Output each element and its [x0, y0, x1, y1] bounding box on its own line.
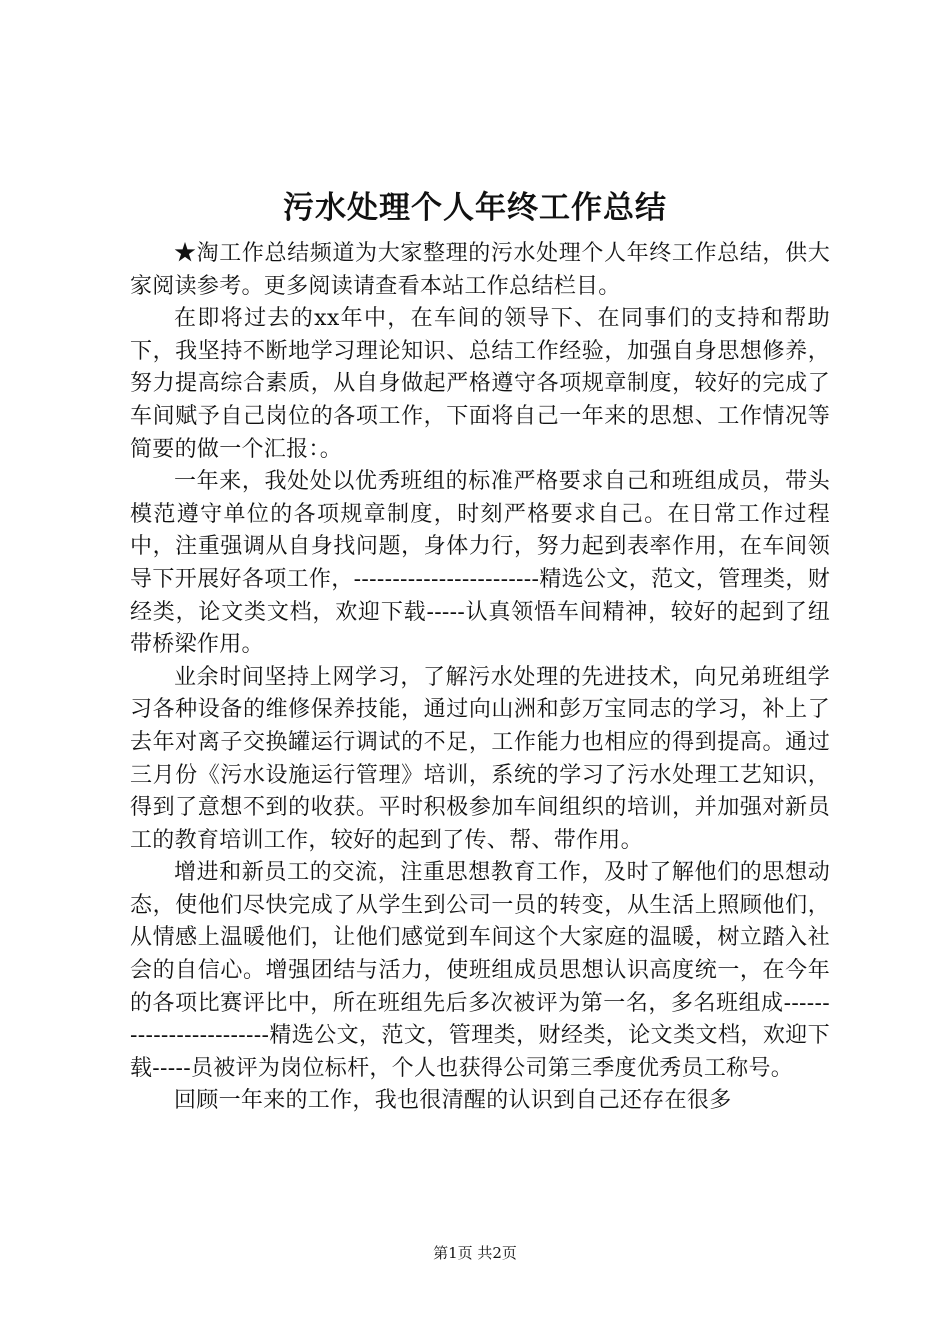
document-body [130, 238, 830, 1118]
paragraph-learning: 业余时间坚持上网学习，了解污水处理的先进技术，向兄弟班组学习各种设备的维修保养技能，通过向山洲和彭万宝同志的学习，补上了去年对离子交换罐运行调试的不足，工作能力也相应的得到提高。通过三月份《污水设施运行管理》培训，系统的学习了污水处理工艺知识，得到了意想不到的收获。平时积极参加车间组织的培训，并加强对新员工的教育培训工作，较好的起到了传、帮、带作用。 [130, 664, 830, 853]
page-footer: 第1页 共2页 [433, 1244, 517, 1262]
document-title: 污水处理个人年终工作总结 [283, 190, 667, 226]
paragraph-mentoring: 增进和新员工的交流，注重思想教育工作，及时了解他们的思想动态，使他们尽快完成了从学生到公司一员的转变，从生活上照顾他们，从情感上温暖他们，让他们感觉到车间这个大家庭的温暖，树立踏入社会的自信心。增强团结与活力，使班组成员思想认识高度统一，在今年的各项比赛评比中，所在班组先后多次被评为第一名，多名班组成------------------------精选公文，范文，管理类，财经类，论文类文档，欢迎下载-----员被评为岗位标杆，个人也获得公司第三季度优秀员工称号。 [130, 860, 830, 1081]
paragraph-review: 回顾一年来的工作，我也很清醒的认识到自己还存在很多 [174, 1088, 732, 1114]
paragraph-intro: ★淘工作总结频道为大家整理的污水处理个人年终工作总结，供大家阅读参考。更多阅读请查看本站工作总结栏目。 [130, 241, 830, 299]
paragraph-overview: 在即将过去的xx年中，在车间的领导下、在同事们的支持和帮助下，我坚持不断地学习理论知识、总结工作经验，加强自身思想修养，努力提高综合素质，从自身做起严格遵守各项规章制度，较好的完成了车间赋予自己岗位的各项工作，下面将自己一年来的思想、工作情况等简要的做一个汇报：。 [130, 306, 830, 462]
paragraph-leadership: 一年来，我处处以优秀班组的标准严格要求自己和班组成员，带头模范遵守单位的各项规章制度，时刻严格要求自己。在日常工作过程中，注重强调从自身找问题，身体力行，努力起到表率作用，在车间领导下开展好各项工作，------------------------精选公文，范文，管理类，财经类，论文类文档，欢迎下载-----认真领悟车间精神，较好的起到了纽带桥梁作用。 [130, 469, 830, 658]
